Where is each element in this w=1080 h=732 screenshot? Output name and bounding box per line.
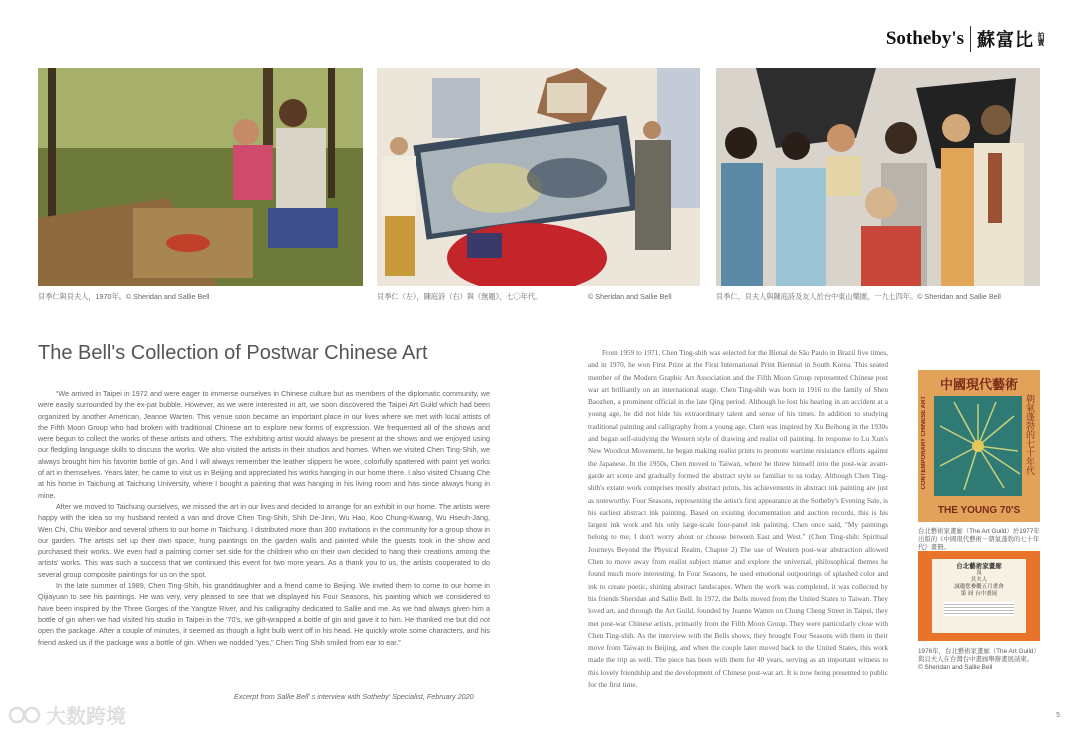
book-side-en: CONTEMPORARY CHINESE ART: [921, 396, 927, 490]
invitation-fine-print: [944, 602, 1014, 616]
article-title: The Bell's Collection of Postwar Chinese Art: [38, 342, 428, 364]
watermark: [8, 700, 126, 729]
essay-text: [588, 347, 888, 691]
invitation-caption-text: 1976年，台北藝術家畫廊（The Art Guild）與貝夫人在台灣台中畫廊舉辦畫展請柬。: [918, 648, 1040, 663]
watermark-logo-icon: [8, 704, 42, 726]
photo-group-with-baby: [716, 68, 1040, 286]
invitation-card: [932, 559, 1026, 633]
invitation-line: 台北藝術家畫廊: [956, 562, 1002, 570]
starburst-artwork: [934, 396, 1022, 496]
invitation-credit: © Sheridan and Sallie Bell: [918, 664, 993, 671]
page-number: 5: [1056, 712, 1060, 719]
book-title-cn: 中國現代藝術: [939, 378, 1018, 393]
photo-caption-2-credit: © Sheridan and Sallie Bell: [588, 292, 672, 301]
watermark-text: 大数跨境: [46, 706, 126, 728]
photo-caption-2: 貝季仁（左），陳庭詩（右）與《無題》，七〇年代。: [377, 292, 543, 301]
excerpt-credit: Excerpt from Sallie Bell' s interview with Sotheby' Specialist, February 2020: [234, 692, 474, 701]
photo-caption-1: 貝季仁與貝夫人，1970年。© Sheridan and Sallie Bell: [38, 292, 210, 301]
interview-text: [38, 388, 490, 648]
book-caption: 台北藝術家畫廊（The Art Guild）於1977年出版的《中國現代藝術－朝氣蓬勃的七十年代》畫冊。: [918, 528, 1040, 551]
essay-paragraph: From 1959 to 1971, Chen Ting-shih was selected for the Bienal de São Paulo in Brazil five times, and in 1970, he won First Prize at the First International Print Biennial in South Korea. This seated member of the Modern Graphic Art Association and the Fifth Moon Group represented Chinese post war art brilliantly on an international stage. Chen Ting-shih was born in 1916 to the family of Shen Baozhen, a prominent official in the late Qing period. Although he lost his hearing in an accident at a young age, he did not hide his extraordinary talent and sense of his times. In addition to studying traditional painting and calligraphy from a young age, Chen was inspired by Xu Beihong in the 1930s and began self-studying the Western style of drawing and realist oil painting. In response to Lu Xun's New Woodcut Movement, he began making realist prints to promote wartime resistance efforts against the Japanese. In the 1950s, Chen moved to Taiwan, where he threw himself into the post-war avant-garde art scene and gradually formed the abstract style so familiar to us today. Although Chen Ting-shih's extant work comprises mostly abstract prints, his achievements in abstract ink painting are just as noteworthy. Four Seasons, representing the artist's first appearance at the Sotheby's Evening Sale, is his earliest abstract ink painting. Based on existing documentation and auction records, this is his largest ink work and his only large-scale four-panel ink painting. Chen once said, "My paintings belong to me; I don't worry about or choose between East and West." (Chen Ting-shih: Spiritual Journeys Beyond the Physical Realm, Chapter 2) The use of Western post-war abstraction allowed Chen to move away from realist subject matter and explore the universal, philosophical themes he found much more interesting. In Four Seasons, he used emotional outpourings of splashed color and ink to create poetic, shining abstract landscapes. When the work was completed, it was collected by his friends Sheridan and Sallie Bell. In 1972, the Bells moved from the United States to Taiwan. They loved art, and through the Art Guild, founded by Jeanne Watten on Chung Cheng Street in Taipei, they met post-war Chinese artists, primarily from the Fifth Moon Group. They were particularly close with Chen Ting-shih. As the interview with the Bells shows, they brought Four Seasons with them in their move from Taiwan to Beijing, and when the couple later moved back to the United States, this work made the trip as well. The piece has been with them for 40 years, serving as an important witness to this lovely friendship and the development of Chinese post-war art. It is now being presented to public for the first time.: [588, 348, 888, 690]
invitation-line: 誠邀您參觀五月畫會: [954, 584, 1004, 590]
book-cover-image: [918, 370, 1040, 522]
brand-name-cn: 蘇富比: [970, 26, 1034, 52]
brand-name: Sotheby's: [885, 28, 964, 49]
interview-paragraph: In the late summer of 1989, Chen Ting-Shih, his granddaughter and a friend came to Beijing. We invited them to come to our home in Qijiayuan to see his paintings. He was very, very pleased to see that we displayed his Four Seasons, his painting which we considered to have been inspired by the Three Gorges of the Yangtze River, and his calligraphy dedicated to Sallie and me. As we had always given him a bottle of gin when we had visited his studio in Taipei in the '70's, we gift-wrapped a bottle of gin and gave it to him. He thanked me but did not open the package. After a couple of minutes, it seemed as though a light bulb went off in his head. He quickly wrote some characters, and his friend asked us if the package was a bottle of gin. When we nodded "yes," Chen Ting Shih smiled from ear to ear.”: [38, 581, 490, 647]
book-bottom-title: THE YOUNG 70'S: [937, 505, 1021, 516]
invitation-caption: [918, 648, 1040, 672]
invitation-line: 第 屆 台中畫展: [960, 591, 998, 597]
interview-paragraph: “We arrived in Taipei in 1972 and were eager to immerse ourselves in Chinese culture but as members of the diplomatic community, we were easily surrounded by the ex-pat bubble. However, as we were interested in art, we soon discovered the Taipei Art Guild which had been organized by another American, Jeanne Warten. This venue soon became an important place in our lives where we met with local artists of the Fifth Moon Group who had broken with traditional Chinese art to explore new forms of expression. We frequented all of the shows and were begun to collect the works of these artists and others. The exhibiting artist would always be present at the shows and we enjoyed using our fledgling language skills to discuss the works. We also visited the artists in their studios and homes. When we visited Chen Ting-Shih, we always brought him his favorite bottle of gin. And I will always remember the leather slippers he wore, colorfully spattered with paint yet works of art in themselves. Years later, he came to visit us in Beijing and appreciated his works hanging in our home there. I also visited Chuang Che at his home in Taichung at Taichung University, where I bought a painting that was hanging in his living room and has since always hung in mine.: [38, 389, 490, 500]
book-side-cn: 朝氣蓬勃的七十年代: [1024, 394, 1034, 475]
interview-paragraph: After we moved to Taichung ourselves, we missed the art in our lives and decided to arrange for an exhibit in our home. The artists were happy with the idea so my husband rented a van and drove Chen Ting-Shih, Shih De-Jinn, Wu Hao, Koo Chung-Kwang, Wu Hseuh-Jang, Wen Chi, Chu Weibor and several others to our home in Taichung. I distributed more than 300 invitations in the community for a group show in our garden. The artists set up their own space, hung paintings on the garden walls and painted while the guests took in the show and purchased their works. We even had a painting corner set side for the children who on their own decided to hang their creations among the artists' works. This was such a success that we continued this event for two more years. As a thank you to us, the artists cooperated to do several group composite paintings for us on the spot.: [38, 501, 490, 579]
photo-caption-3: 貝季仁、貝夫人與陳庭詩及友人於台中東山樂園，一九七四年。© Sheridan and Sallie Bell: [716, 292, 1001, 301]
sothebys-logo: [886, 26, 1046, 52]
book-art-panel: [934, 396, 1022, 496]
brand-small: 拍賣: [1037, 32, 1045, 46]
invitation-line: 及: [976, 570, 982, 576]
photo-couple-outdoors: [38, 68, 363, 286]
invitation-line: 貝夫人: [970, 577, 988, 583]
photo-painting-held: [377, 68, 700, 286]
invitation-image: [918, 551, 1040, 641]
